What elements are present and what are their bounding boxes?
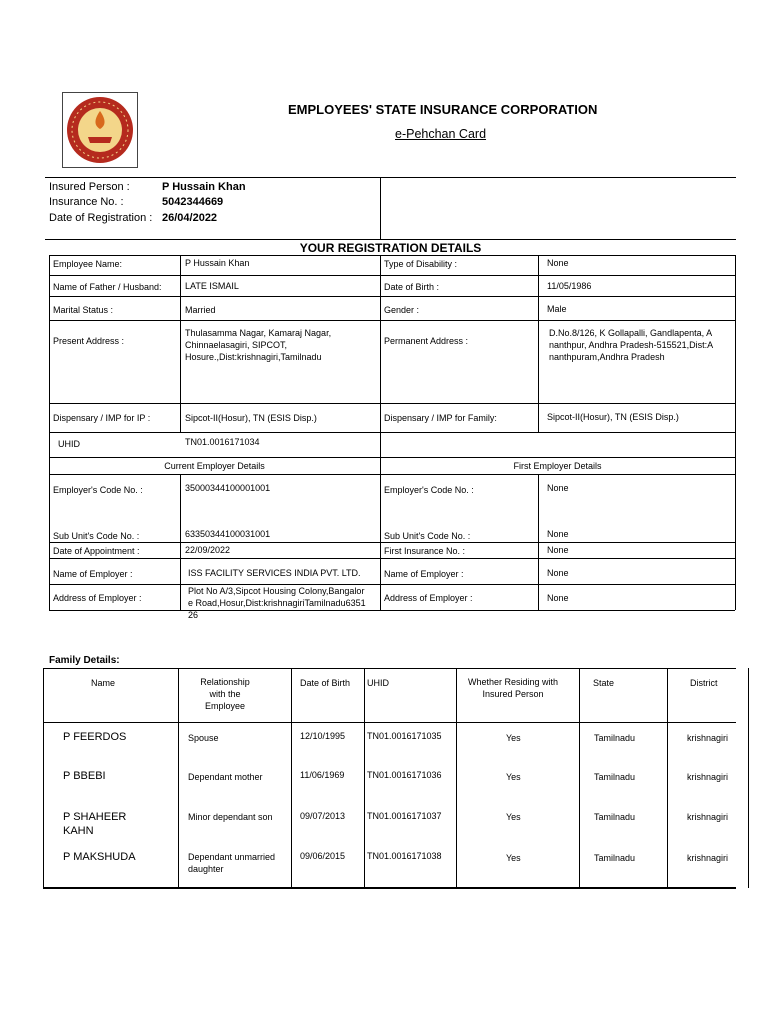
registration-date-value: 26/04/2022 xyxy=(162,212,218,224)
insured-person-value: P Hussain Khan xyxy=(162,181,246,193)
current-employer-heading: Current Employer Details xyxy=(164,461,265,471)
present-address-value: Thulasamma Nagar, Kamaraj Nagar, Chinnaelasagiri, SIPCOT, Hosure.,Dist:krishnagiri,Tamilnadu xyxy=(185,328,332,362)
first-insurance-label: First Insurance No. : xyxy=(384,546,466,556)
gender-value: Male xyxy=(547,304,567,314)
dob-label: Date of Birth : xyxy=(384,282,440,292)
employer-address-label: Address of Employer : xyxy=(53,593,142,603)
uhid-value: TN01.0016171034 xyxy=(185,437,260,447)
subunit-code-label: Sub Unit's Code No. : xyxy=(53,531,140,541)
current-subunit-code: 63350344100031001 xyxy=(185,529,271,539)
appointment-label: Date of Appointment : xyxy=(53,546,140,556)
family-member-district: krishnagiri xyxy=(687,812,729,822)
employee-name-value: P Hussain Khan xyxy=(185,258,250,268)
registration-date-label: Date of Registration : xyxy=(49,212,153,224)
dispensary-ip-value: Sipcot-II(Hosur), TN (ESIS Disp.) xyxy=(185,413,317,423)
family-member-dob: 09/07/2013 xyxy=(300,811,346,821)
disability-label: Type of Disability : xyxy=(384,259,458,269)
col-state: State xyxy=(593,678,615,688)
family-member-district: krishnagiri xyxy=(687,733,729,743)
first-insurance-value: None xyxy=(547,545,569,555)
family-member-state: Tamilnadu xyxy=(594,733,636,743)
dob-value: 11/05/1986 xyxy=(547,281,592,291)
first-subunit-code: None xyxy=(547,529,569,539)
disability-value: None xyxy=(547,258,569,268)
family-member-relationship: Dependant unmarried daughter xyxy=(188,852,276,874)
insurance-no-value: 5042344669 xyxy=(162,196,224,208)
family-member-district: krishnagiri xyxy=(687,772,729,782)
esic-emblem-icon xyxy=(63,93,137,167)
insured-person-label: Insured Person : xyxy=(49,181,130,193)
uhid-label: UHID xyxy=(58,439,80,449)
family-member-uhid: TN01.0016171038 xyxy=(367,851,442,861)
current-employer-code: 35000344100001001 xyxy=(185,483,271,493)
first-employer-heading: First Employer Details xyxy=(513,461,602,471)
family-member-dob: 11/06/1969 xyxy=(300,770,345,780)
org-title: EMPLOYEES' STATE INSURANCE CORPORATION xyxy=(288,102,598,117)
col-dob: Date of Birth xyxy=(300,678,351,688)
father-label: Name of Father / Husband: xyxy=(53,282,162,292)
family-member-state: Tamilnadu xyxy=(594,853,636,863)
card-title: e-Pehchan Card xyxy=(395,127,487,141)
family-member-residing: Yes xyxy=(506,772,521,782)
family-member-name: P BBEBI xyxy=(63,770,106,782)
family-member-name: P MAKSHUDA xyxy=(63,851,136,863)
family-member-name: P FEERDOS xyxy=(63,731,127,743)
employer-name-label: Name of Employer : xyxy=(53,569,133,579)
col-name: Name xyxy=(90,678,115,688)
col-relationship: Relationship with the Employee xyxy=(200,677,250,711)
family-member-dob: 09/06/2015 xyxy=(300,851,346,861)
dispensary-family-value: Sipcot-II(Hosur), TN (ESIS Disp.) xyxy=(547,412,679,422)
first-employer-address: None xyxy=(547,593,569,603)
family-member-state: Tamilnadu xyxy=(594,772,636,782)
col-district: District xyxy=(690,678,718,688)
dispensary-family-label: Dispensary / IMP for Family: xyxy=(384,413,497,423)
family-member-dob: 12/10/1995 xyxy=(300,731,346,741)
employer-code-label: Employer's Code No. : xyxy=(53,485,143,495)
family-member-uhid: TN01.0016171035 xyxy=(367,731,442,741)
family-member-uhid: TN01.0016171037 xyxy=(367,811,442,821)
first-employer-name: None xyxy=(547,568,569,578)
insurance-no-label: Insurance No. : xyxy=(49,196,124,208)
family-member-relationship: Spouse xyxy=(188,733,219,743)
family-member-uhid: TN01.0016171036 xyxy=(367,770,442,780)
family-member-relationship: Minor dependant son xyxy=(188,812,273,822)
permanent-address-value: D.No.8/126, K Gollapalli, Gandlapenta, Ananthpur, Andhra Pradesh-515521,Dist:Ananthpuram,Andhra Pradesh xyxy=(549,328,714,362)
family-member-relationship: Dependant mother xyxy=(188,772,263,782)
father-value: LATE ISMAIL xyxy=(185,281,239,291)
family-member-residing: Yes xyxy=(506,812,521,822)
current-employer-name: ISS FACILITY SERVICES INDIA PVT. LTD. xyxy=(188,568,361,578)
first-employer-address-label: Address of Employer : xyxy=(384,593,473,603)
marital-label: Marital Status : xyxy=(53,305,114,315)
dispensary-ip-label: Dispensary / IMP for IP : xyxy=(53,413,151,423)
family-member-residing: Yes xyxy=(506,853,521,863)
family-member-district: krishnagiri xyxy=(687,853,729,863)
current-employer-address: Plot No A/3,Sipcot Housing Colony,Bangalore Road,Hosur,Dist:krishnagiriTamilnadu635126 xyxy=(188,586,366,620)
first-employer-name-label: Name of Employer : xyxy=(384,569,464,579)
present-address-label: Present Address : xyxy=(53,336,125,346)
family-member-state: Tamilnadu xyxy=(594,812,636,822)
col-residing: Whether Residing with Insured Person xyxy=(467,677,559,699)
family-member-residing: Yes xyxy=(506,733,521,743)
employee-name-label: Employee Name: xyxy=(53,259,123,269)
appointment-value: 22/09/2022 xyxy=(185,545,231,555)
family-member-name: P SHAHEER KAHN xyxy=(63,811,127,837)
gender-label: Gender : xyxy=(384,305,420,315)
col-uhid: UHID xyxy=(367,678,389,688)
family-heading: Family Details: xyxy=(49,655,120,666)
first-employer-code-label: Employer's Code No. : xyxy=(384,485,474,495)
permanent-address-label: Permanent Address : xyxy=(384,336,469,346)
registration-heading: YOUR REGISTRATION DETAILS xyxy=(299,241,482,255)
marital-value: Married xyxy=(185,305,216,315)
esic-logo xyxy=(62,92,138,168)
first-employer-code: None xyxy=(547,483,569,493)
first-subunit-code-label: Sub Unit's Code No. : xyxy=(384,531,471,541)
